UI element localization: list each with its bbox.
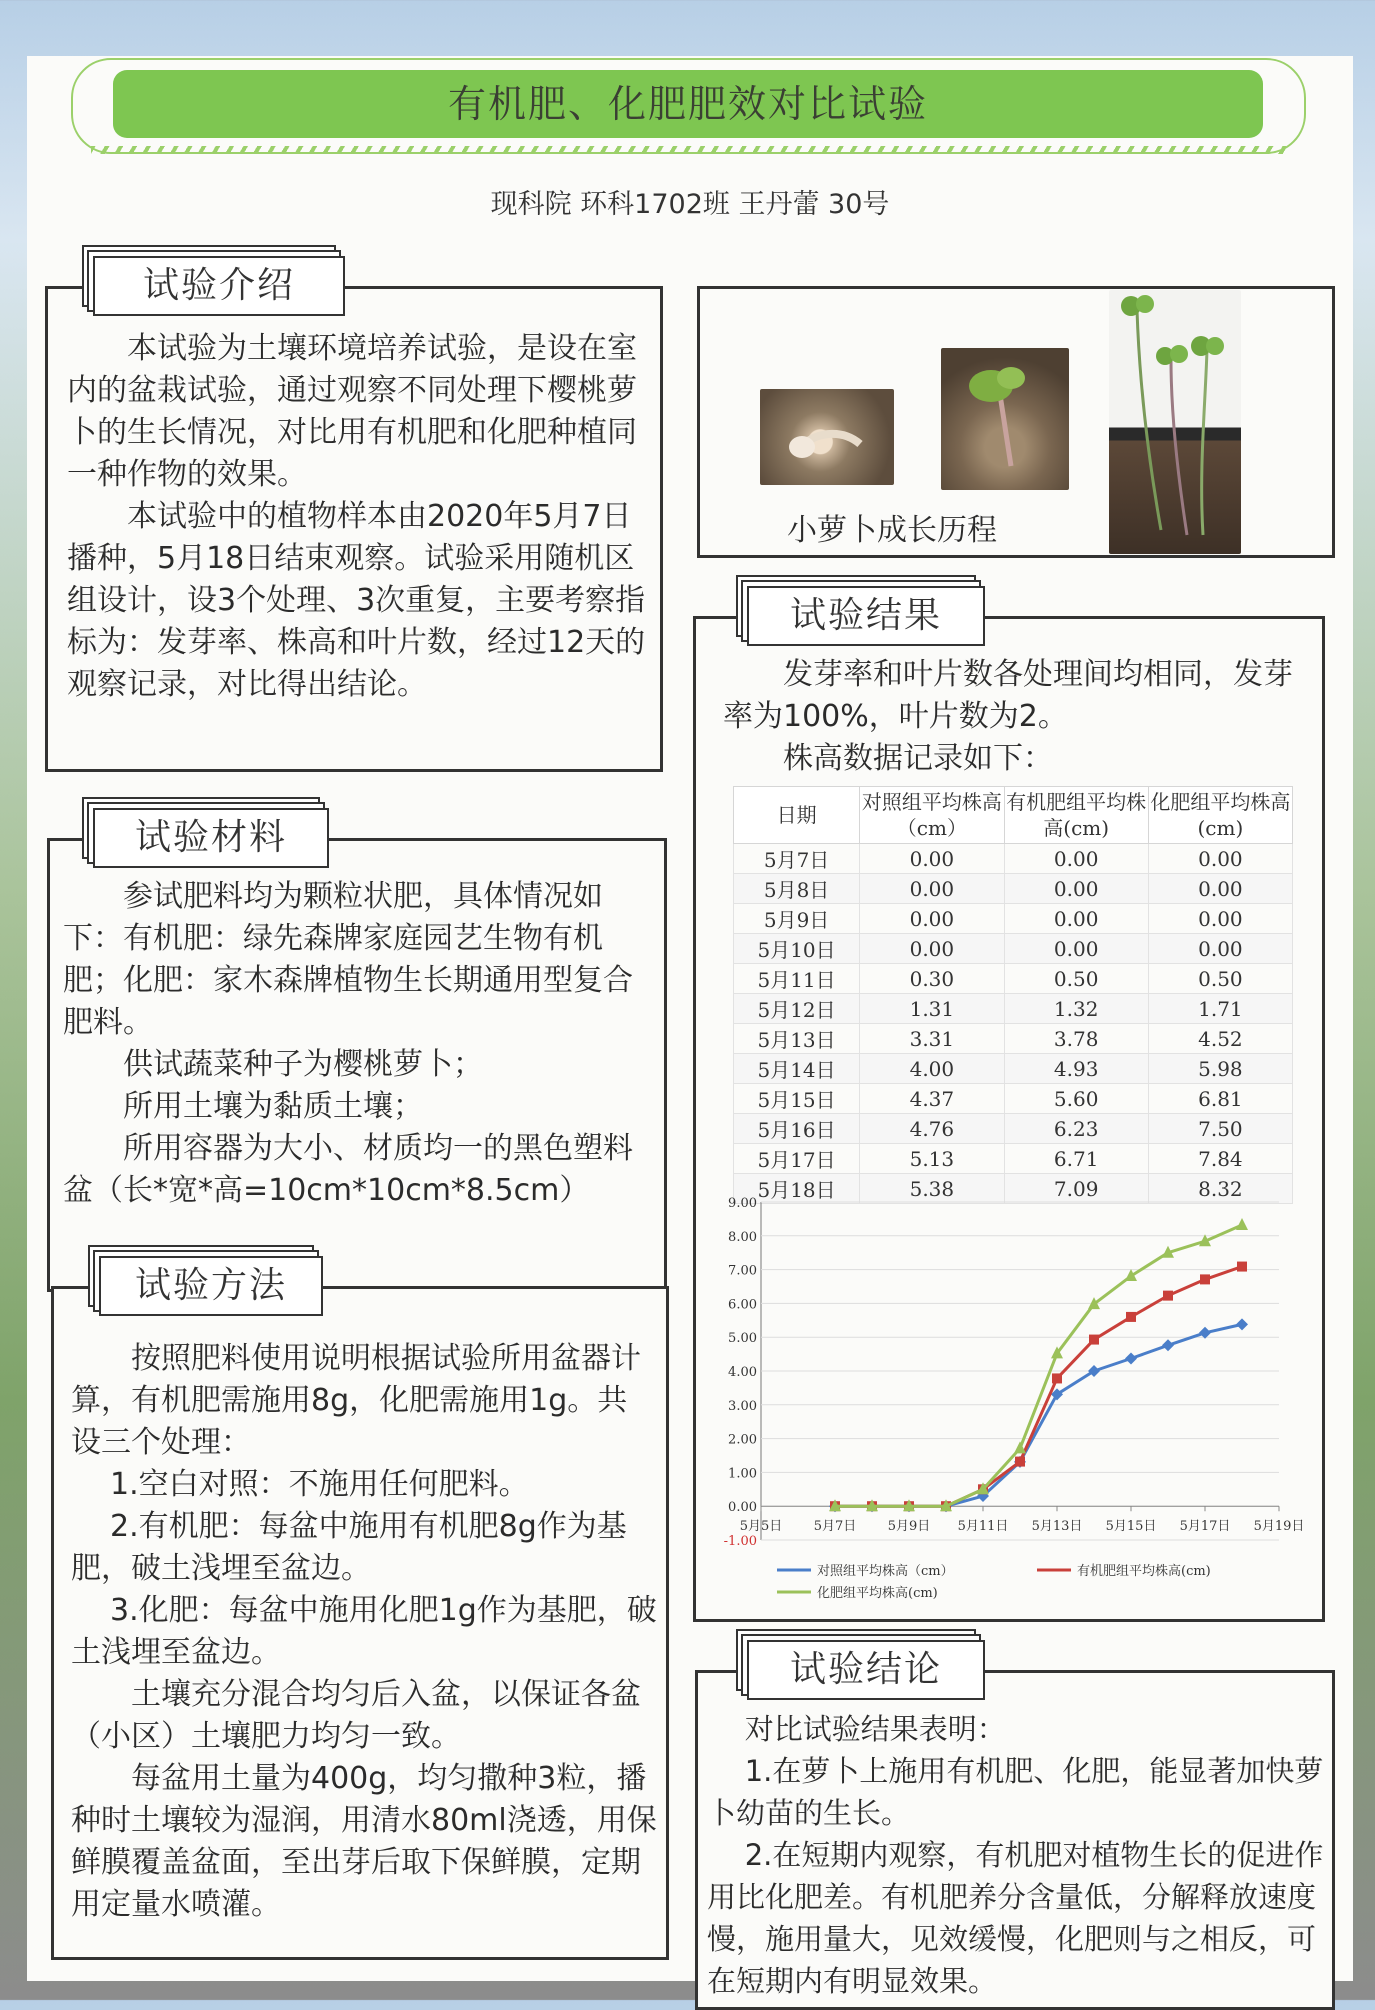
table-cell-value: 1.31 (860, 994, 1004, 1024)
table-cell-date: 5月17日 (734, 1144, 860, 1174)
results-heading: 试验结果 (747, 586, 985, 646)
page-title: 有机肥、化肥肥效对比试验 (113, 70, 1263, 138)
table-row (734, 874, 1293, 904)
table-cell-value: 0.00 (860, 844, 1004, 874)
series-2-point (1052, 1373, 1062, 1383)
table-body (734, 844, 1293, 1204)
sprout-icon (760, 389, 894, 485)
y-tick-label: 0.00 (728, 1500, 757, 1516)
table-cell-value: 5.60 (1004, 1084, 1148, 1114)
young-radish-photo (941, 348, 1069, 490)
table-row (734, 964, 1293, 994)
series-2-point (1163, 1291, 1173, 1301)
table-row (734, 1114, 1293, 1144)
table-cell-date: 5月14日 (734, 1054, 860, 1084)
legend-label-2: 有机肥组平均株高(cm) (1077, 1564, 1211, 1579)
table-cell-date: 5月16日 (734, 1114, 860, 1144)
table-cell-value: 4.93 (1004, 1054, 1148, 1084)
table-header-row (734, 787, 1293, 844)
table-cell-date: 5月12日 (734, 994, 860, 1024)
series-2-point (1126, 1312, 1136, 1322)
series-1-point (1162, 1339, 1174, 1351)
legend-label-3: 化肥组平均株高(cm) (817, 1586, 938, 1601)
series-1-point (1236, 1318, 1248, 1330)
y-tick-label: 2.00 (728, 1432, 757, 1448)
grown-radish-photo (1109, 290, 1241, 554)
conclusion-paragraph-2: 1.在萝卜上施用有机肥、化肥，能显著加快萝卜幼苗的生长。 (707, 1754, 1324, 1830)
table-cell-date: 5月9日 (734, 904, 860, 934)
table-header-organic: 有机肥组平均株高(cm) (1004, 787, 1148, 844)
series-3-point (1014, 1441, 1026, 1453)
y-tick-label: -1.00 (723, 1534, 757, 1549)
table-cell-value: 1.32 (1004, 994, 1148, 1024)
x-tick-label: 5月17日 (1179, 1519, 1231, 1535)
materials-heading: 试验材料 (93, 808, 329, 868)
y-tick-label: 5.00 (728, 1331, 757, 1347)
table-cell-date: 5月10日 (734, 934, 860, 964)
table-cell-value: 0.00 (860, 904, 1004, 934)
x-tick-label: 5月7日 (813, 1519, 857, 1535)
table-cell-value: 0.00 (1004, 844, 1148, 874)
table-row (734, 844, 1293, 874)
table-cell-value: 4.52 (1148, 1024, 1292, 1054)
method-paragraph-6: 每盆用土量为400g，均匀撒种3粒，播种时土壤较为湿润，用清水80ml浇透，用保鲜膜覆盖盆面，至出芽后取下保鲜膜，定期用定量水喷灌。 (71, 1761, 657, 1922)
table-cell-value: 0.00 (1148, 904, 1292, 934)
table-cell-date: 5月8日 (734, 874, 860, 904)
table-cell-value: 4.37 (860, 1084, 1004, 1114)
table-cell-value: 3.78 (1004, 1024, 1148, 1054)
table-row (734, 1024, 1293, 1054)
table-cell-date: 5月11日 (734, 964, 860, 994)
table-cell-value: 6.23 (1004, 1114, 1148, 1144)
table-cell-date: 5月7日 (734, 844, 860, 874)
y-tick-label: 7.00 (728, 1263, 757, 1279)
results-paragraph-1: 发芽率和叶片数各处理间均相同，发芽率为100%，叶片数为2。 (723, 657, 1293, 734)
table-cell-value: 0.50 (1148, 964, 1292, 994)
radish-plants-icon (1109, 290, 1241, 554)
method-heading: 试验方法 (99, 1256, 323, 1316)
series-1-point (1125, 1352, 1137, 1364)
table-cell-value: 0.30 (860, 964, 1004, 994)
series-line-2 (835, 1267, 1242, 1507)
table-cell-value: 6.81 (1148, 1084, 1292, 1114)
table-header-date: 日期 (734, 787, 860, 844)
series-3-point (1236, 1218, 1248, 1230)
table-cell-date: 5月18日 (734, 1174, 860, 1204)
height-data-table (733, 786, 1293, 1204)
method-text (71, 1338, 657, 1926)
author-line: 现科院 环科1702班 王丹蕾 30号 (490, 189, 890, 220)
y-tick-label: 4.00 (728, 1365, 757, 1380)
intro-paragraph-2: 本试验中的植物样本由2020年5月7日播种，5月18日结束观察。试验采用随机区组设计，设3个处理、3次重复，主要考察指标为：发芽率、株高和叶片数，经过12天的观察记录，对比得出结论。 (67, 499, 646, 702)
table-cell-value: 0.00 (1148, 934, 1292, 964)
x-tick-label: 5月9日 (887, 1519, 931, 1535)
x-tick-label: 5月19日 (1253, 1519, 1305, 1535)
table-cell-value: 7.50 (1148, 1114, 1292, 1144)
intro-heading: 试验介绍 (93, 256, 345, 316)
results-paragraph-2: 株高数据记录如下： (783, 741, 1053, 776)
materials-paragraph-1: 参试肥料均为颗粒状肥，具体情况如下：有机肥：绿先森牌家庭园艺生物有机肥；化肥：家木森牌植物生长期通用型复合肥料。 (63, 879, 633, 1040)
intro-paragraph-1: 本试验为土壤环境培养试验，是设在室内的盆栽试验，通过观察不同处理下樱桃萝卜的生长情况，对比用有机肥和化肥种植同一种作物的效果。 (67, 331, 637, 492)
conclusion-heading: 试验结论 (747, 1640, 985, 1700)
materials-paragraph-2: 供试蔬菜种子为樱桃萝卜； (123, 1047, 483, 1082)
seedling-icon (941, 348, 1069, 490)
materials-text (63, 876, 657, 1212)
materials-paragraph-4: 所用容器为大小、材质均一的黑色塑料盆（长*宽*高=10cm*10cm*8.5cm） (63, 1131, 633, 1208)
x-tick-label: 5月13日 (1031, 1519, 1083, 1535)
method-paragraph-5: 土壤充分混合均匀后入盆，以保证各盆（小区）土壤肥力均匀一致。 (71, 1677, 641, 1754)
legend-label-1: 对照组平均株高（cm） (817, 1564, 954, 1579)
results-text (723, 654, 1303, 780)
y-tick-label: 6.00 (728, 1297, 757, 1313)
height-line-chart (719, 1188, 1319, 1608)
table-cell-value: 5.13 (860, 1144, 1004, 1174)
method-paragraph-1: 按照肥料使用说明根据试验所用盆器计算，有机肥需施用8g，化肥需施用1g。共设三个处理： (71, 1341, 641, 1460)
table-cell-value: 0.00 (860, 934, 1004, 964)
conclusion-paragraph-1: 对比试验结果表明： (744, 1712, 1006, 1746)
table-cell-date: 5月15日 (734, 1084, 860, 1114)
table-cell-value: 5.38 (860, 1174, 1004, 1204)
table-row (734, 994, 1293, 1024)
table-row (734, 904, 1293, 934)
table-row (734, 1054, 1293, 1084)
table-cell-value: 0.00 (1148, 844, 1292, 874)
series-2-point (1200, 1274, 1210, 1284)
table-cell-date: 5月13日 (734, 1024, 860, 1054)
table-header-control: 对照组平均株高（cm） (860, 787, 1004, 844)
table-cell-value: 7.84 (1148, 1144, 1292, 1174)
series-2-point (1089, 1335, 1099, 1345)
table-cell-value: 0.00 (860, 874, 1004, 904)
conclusion-paragraph-3: 2.在短期内观察，有机肥对植物生长的促进作用比化肥差。有机肥养分含量低，分解释放速度慢，施用量大，见效缓慢，化肥则与之相反，可在短期内有明显效果。 (707, 1838, 1324, 1998)
sprout-seedling-photo (760, 389, 894, 485)
x-tick-label: 5月5日 (739, 1519, 783, 1535)
table-cell-value: 6.71 (1004, 1144, 1148, 1174)
table-cell-value: 7.09 (1004, 1174, 1148, 1204)
table-cell-value: 5.98 (1148, 1054, 1292, 1084)
method-paragraph-4: 3.化肥：每盆中施用化肥1g作为基肥，破土浅埋至盆边。 (71, 1593, 657, 1670)
table-row (734, 1144, 1293, 1174)
y-tick-label: 9.00 (728, 1196, 757, 1211)
x-tick-label: 5月15日 (1105, 1519, 1157, 1535)
chart-svg (719, 1188, 1319, 1608)
y-tick-label: 1.00 (728, 1466, 757, 1482)
table-cell-value: 0.00 (1004, 904, 1148, 934)
y-tick-label: 3.00 (728, 1398, 757, 1414)
table-cell-value: 1.71 (1148, 994, 1292, 1024)
table-header-chemical: 化肥组平均株高(cm) (1148, 787, 1292, 844)
series-2-point (1237, 1262, 1247, 1272)
table-cell-value: 4.76 (860, 1114, 1004, 1144)
table-cell-value: 8.32 (1148, 1174, 1292, 1204)
table-cell-value: 3.31 (860, 1024, 1004, 1054)
intro-text (67, 328, 647, 706)
photos-caption: 小萝卜成长历程 (787, 513, 997, 548)
table-cell-value: 0.00 (1004, 934, 1148, 964)
table-row (734, 1084, 1293, 1114)
series-line-1 (835, 1324, 1242, 1506)
method-paragraph-3: 2.有机肥：每盆中施用有机肥8g作为基肥，破土浅埋至盆边。 (71, 1509, 627, 1586)
table-cell-value: 0.00 (1148, 874, 1292, 904)
conclusion-text (707, 1708, 1329, 2002)
table-cell-value: 0.50 (1004, 964, 1148, 994)
table-cell-value: 0.00 (1004, 874, 1148, 904)
series-line-3 (835, 1225, 1242, 1506)
table-row (734, 934, 1293, 964)
table-cell-value: 4.00 (860, 1054, 1004, 1084)
x-tick-label: 5月11日 (957, 1519, 1009, 1535)
series-2-point (1015, 1457, 1025, 1467)
materials-paragraph-3: 所用土壤为黏质土壤； (123, 1089, 423, 1124)
y-tick-label: 8.00 (728, 1229, 757, 1245)
poster-sheet (27, 56, 1353, 1998)
method-paragraph-2: 1.空白对照：不施用任何肥料。 (110, 1467, 529, 1502)
